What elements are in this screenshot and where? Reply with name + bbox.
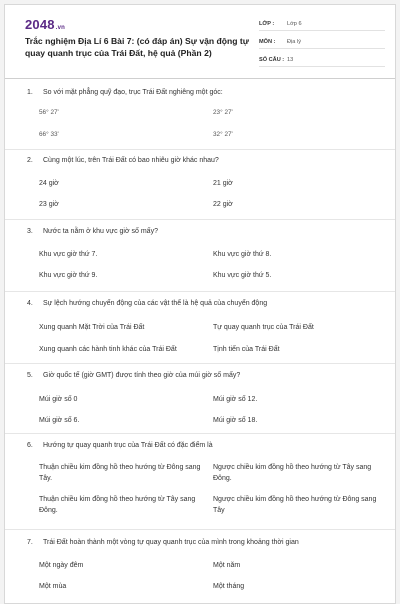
question-text — [27, 539, 299, 546]
answer-option[interactable]: Khu vực giờ thứ 8. — [213, 251, 272, 258]
question-4 — [5, 291, 396, 365]
meta-key: MÔN : — [259, 38, 276, 45]
question-text — [27, 228, 158, 235]
question-label: Nước ta nằm ở khu vực giờ số mấy? — [43, 228, 158, 235]
answer-option[interactable]: 21 giờ — [213, 180, 233, 187]
question-number: 6. — [27, 442, 33, 449]
meta-key: SỐ CÂU : — [259, 56, 285, 63]
answer-option[interactable]: Xung quanh các hành tinh khác của Trái Đất — [39, 346, 177, 353]
question-number: 7. — [27, 539, 33, 546]
answer-option[interactable]: Ngược chiều kim đồng hồ theo hướng từ Đông sang Tây — [213, 496, 377, 514]
answer-option[interactable]: Tự quay quanh trục của Trái Đất — [213, 324, 314, 331]
logo-suffix: .vn — [55, 25, 66, 31]
meta-key: LỚP : — [259, 20, 275, 27]
question-label: Hướng tự quay quanh trục của Trái Đất có đặc điểm là — [43, 442, 213, 449]
question-number: 4. — [27, 300, 33, 307]
answer-option[interactable]: 24 giờ — [39, 180, 59, 187]
question-1 — [5, 83, 396, 153]
answer-option[interactable]: Xung quanh Mặt Trời của Trái Đất — [39, 324, 145, 331]
page-title: Trắc nghiệm Địa Lí 6 Bài 7: (có đáp án) Sự vận động tự quay quanh trục của Trái Đất, hệ quả (Phần 2) — [25, 36, 249, 58]
question-3 — [5, 219, 396, 293]
answer-option[interactable]: Khu vực giờ thứ 9. — [39, 272, 98, 279]
answer-option[interactable]: 22 giờ — [213, 201, 233, 208]
meta-value: Địa lý — [287, 38, 301, 45]
quiz-page — [4, 4, 396, 604]
question-number: 2. — [27, 157, 33, 164]
answer-option[interactable]: Một năm — [213, 562, 241, 569]
answer-option[interactable]: Múi giờ số 6. — [39, 417, 80, 424]
page-header — [5, 5, 395, 79]
answer-option[interactable]: 23 giờ — [39, 201, 59, 208]
answer-option[interactable]: Múi giờ số 0 — [39, 396, 78, 403]
site-logo[interactable] — [25, 17, 65, 32]
question-text — [27, 300, 267, 307]
answer-option[interactable]: Thuận chiều kim đồng hồ theo hướng từ Tây sang Đông. — [39, 496, 196, 514]
answer-option[interactable]: Một tháng — [213, 583, 245, 590]
question-text — [27, 89, 223, 96]
question-label: So với mặt phẳng quỹ đạo, trục Trái Đất nghiêng một góc: — [43, 89, 223, 96]
question-text — [27, 442, 213, 449]
meta-value: 13 — [287, 56, 294, 63]
answer-option[interactable]: Khu vực giờ thứ 7. — [39, 251, 98, 258]
quiz-meta — [259, 17, 385, 71]
logo-text: 2048 — [25, 17, 55, 32]
meta-row-subject — [259, 35, 385, 49]
question-2 — [5, 149, 396, 221]
meta-row-grade — [259, 17, 385, 31]
answer-option[interactable]: Múi giờ số 12. — [213, 396, 258, 403]
answer-option[interactable]: 56° 27' — [39, 109, 59, 116]
answer-option[interactable]: Múi giờ số 18. — [213, 417, 258, 424]
question-6 — [5, 433, 396, 531]
answer-option[interactable]: Khu vực giờ thứ 5. — [213, 272, 272, 279]
question-number: 1. — [27, 89, 33, 96]
answer-option[interactable]: Thuận chiều kim đồng hồ theo hướng từ Đông sang Tây. — [39, 464, 201, 482]
question-text — [27, 372, 240, 379]
answer-option[interactable]: Một ngày đêm — [39, 562, 84, 569]
meta-row-question-count — [259, 53, 385, 67]
question-label: Cùng một lúc, trên Trái Đất có bao nhiêu giờ khác nhau? — [43, 157, 219, 164]
question-label: Trái Đất hoàn thành một vòng tự quay quanh trục của mình trong khoảng thời gian — [43, 539, 299, 546]
answer-option[interactable]: Tịnh tiến của Trái Đất — [213, 346, 280, 353]
question-text — [27, 157, 219, 164]
answer-option[interactable]: 32° 27' — [213, 131, 233, 138]
meta-value: Lớp 6 — [287, 20, 302, 27]
question-label: Sự lệch hướng chuyển động của các vật thể là hệ quả của chuyển động — [43, 300, 268, 307]
question-number: 3. — [27, 228, 33, 235]
answer-option[interactable]: Ngược chiều kim đồng hồ theo hướng từ Tây sang Đông. — [213, 464, 372, 482]
question-number: 5. — [27, 372, 33, 379]
question-7 — [5, 529, 396, 604]
question-5 — [5, 363, 396, 437]
answer-option[interactable]: Một mùa — [39, 583, 67, 590]
answer-option[interactable]: 66° 33' — [39, 131, 59, 138]
question-label: Giờ quốc tế (giờ GMT) được tính theo giờ của múi giờ số mấy? — [43, 372, 241, 379]
answer-option[interactable]: 23° 27' — [213, 109, 233, 116]
